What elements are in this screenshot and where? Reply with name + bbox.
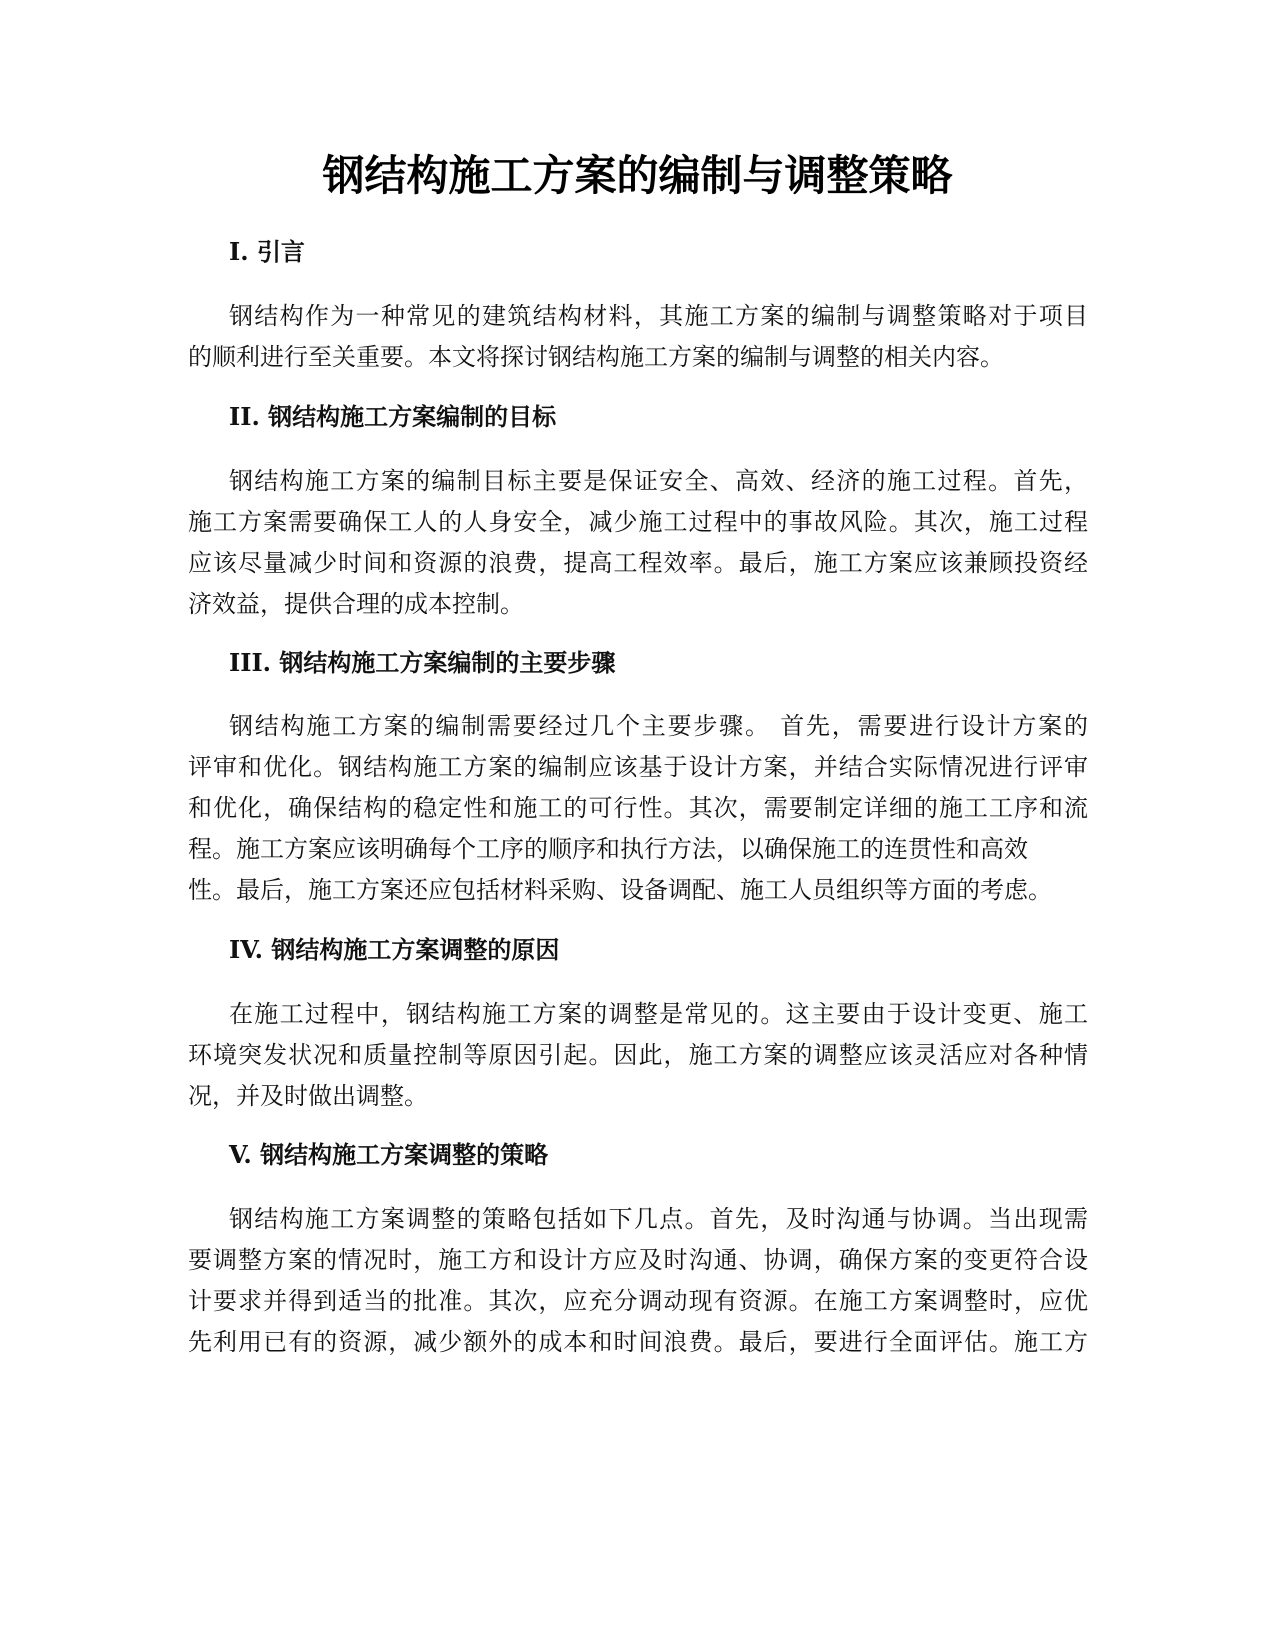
paragraph-line: 评审和优化。钢结构施工方案的编制应该基于设计方案，并结合实际情况进行评审 <box>188 753 1088 781</box>
paragraph-line: 环境突发状况和质量控制等原因引起。因此，施工方案的调整应该灵活应对各种情 <box>188 1041 1088 1069</box>
paragraph-line: 性。最后，施工方案还应包括材料采购、设备调配、施工人员组织等方面的考虑。 <box>188 876 1052 904</box>
paragraph-line: 钢结构作为一种常见的建筑结构材料，其施工方案的编制与调整策略对于项目 <box>229 302 1088 330</box>
paragraph-line: 的顺利进行至关重要。本文将探讨钢结构施工方案的编制与调整的相关内容。 <box>188 343 1004 371</box>
paragraph-line: 钢结构施工方案的编制目标主要是保证安全、高效、经济的施工过程。首先， <box>229 467 1088 495</box>
document-title: 钢结构施工方案的编制与调整策略 <box>322 151 953 200</box>
paragraph-line: 和优化，确保结构的稳定性和施工的可行性。其次，需要制定详细的施工工序和流 <box>188 794 1088 822</box>
section-paragraph-strategies <box>188 1199 1088 1363</box>
paragraph-line: 计要求并得到适当的批准。其次，应充分调动现有资源。在施工方案调整时，应优 <box>188 1287 1088 1315</box>
paragraph-line: 钢结构施工方案调整的策略包括如下几点。首先，及时沟通与协调。当出现需 <box>229 1205 1088 1233</box>
paragraph-line: 要调整方案的情况时，施工方和设计方应及时沟通、协调，确保方案的变更符合设 <box>188 1246 1088 1274</box>
paragraph-line: 况，并及时做出调整。 <box>188 1082 428 1110</box>
section-paragraph-intro <box>188 296 1088 378</box>
paragraph-line: 在施工过程中，钢结构施工方案的调整是常见的。这主要由于设计变更、施工 <box>229 1000 1088 1028</box>
section-paragraph-reasons <box>188 994 1088 1117</box>
section-paragraph-steps <box>188 706 1088 911</box>
paragraph-line: 济效益，提供合理的成本控制。 <box>188 590 524 618</box>
section-heading-goals: II. 钢结构施工方案编制的目标 <box>229 402 557 431</box>
section-paragraph-goals <box>188 461 1088 625</box>
section-heading-intro: I. 引言 <box>229 237 305 266</box>
section-heading-strategies: V. 钢结构施工方案调整的策略 <box>229 1140 549 1169</box>
paragraph-line: 先利用已有的资源，减少额外的成本和时间浪费。最后，要进行全面评估。施工方 <box>188 1328 1088 1356</box>
section-heading-reasons: IV. 钢结构施工方案调整的原因 <box>229 935 560 964</box>
paragraph-line: 应该尽量减少时间和资源的浪费，提高工程效率。最后，施工方案应该兼顾投资经 <box>188 549 1088 577</box>
paragraph-line: 施工方案需要确保工人的人身安全，减少施工过程中的事故风险。其次，施工过程 <box>188 508 1088 536</box>
section-heading-steps: III. 钢结构施工方案编制的主要步骤 <box>229 648 616 677</box>
paragraph-line: 程。施工方案应该明确每个工序的顺序和执行方法，以确保施工的连贯性和高效 <box>188 835 1028 863</box>
paragraph-line: 钢结构施工方案的编制需要经过几个主要步骤。 首先，需要进行设计方案的 <box>229 712 1088 740</box>
